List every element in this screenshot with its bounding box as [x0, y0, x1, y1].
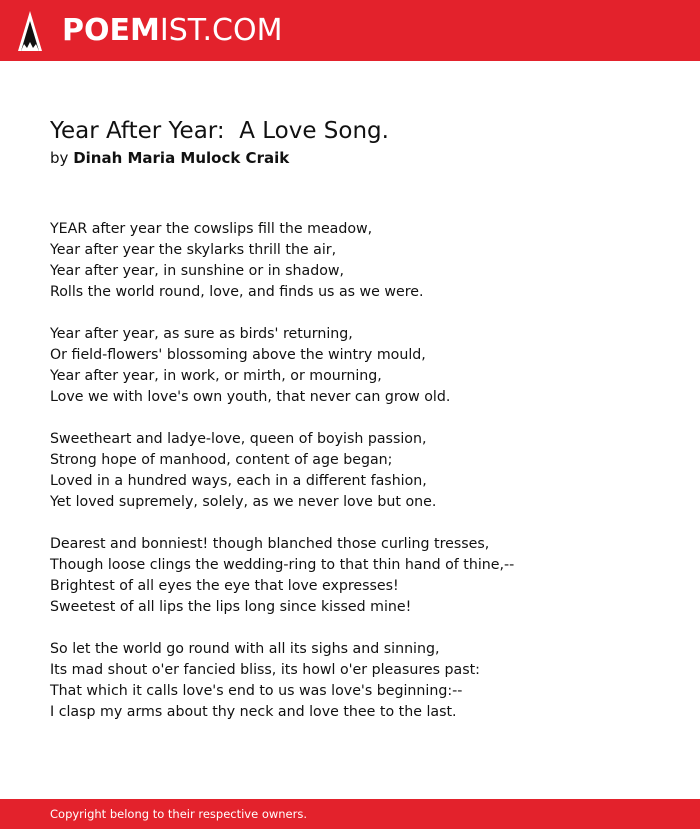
- poem-stanza-4: [50, 534, 670, 618]
- poem-line: Year after year, in work, or mirth, or mourning,: [50, 368, 382, 384]
- poem-line: Dearest and bonniest! though blanched those curling tresses,: [50, 536, 490, 552]
- logo-text-light: IST.COM: [159, 13, 283, 48]
- poem-line: Rolls the world round, love, and finds us as we were.: [50, 284, 424, 300]
- poem-stanza-1: [50, 219, 670, 303]
- poem-author: Dinah Maria Mulock Craik: [73, 149, 290, 167]
- poem-line: Brightest of all eyes the eye that love expresses!: [50, 578, 399, 594]
- poem-line: Though loose clings the wedding-ring to that thin hand of thine,--: [50, 557, 515, 573]
- poem-line: I clasp my arms about thy neck and love thee to the last.: [50, 704, 457, 720]
- poem-line: Yet loved supremely, solely, as we never love but one.: [50, 494, 437, 510]
- logo-text-bold: POEM: [62, 13, 160, 48]
- site-header: [0, 0, 700, 61]
- poem-line: Or field-flowers' blossoming above the wintry mould,: [50, 347, 426, 363]
- poem-stanza-3: [50, 429, 670, 513]
- poem-line: Its mad shout o'er fancied bliss, its howl o'er pleasures past:: [50, 662, 480, 678]
- poem-content: [50, 116, 670, 744]
- site-footer: [0, 799, 700, 829]
- site-logo-text: [62, 11, 282, 51]
- poem-line: YEAR after year the cowslips fill the meadow,: [50, 221, 373, 237]
- poem-stanza-5: [50, 639, 670, 723]
- site-logo-link[interactable]: [18, 11, 282, 51]
- poem-stanza-2: [50, 324, 670, 408]
- poem-line: So let the world go round with all its sighs and sinning,: [50, 641, 440, 657]
- poem-line: Year after year, in sunshine or in shadow,: [50, 263, 345, 279]
- poem-title: Year After Year: A Love Song.: [50, 118, 389, 144]
- pencil-tip-icon: [18, 11, 42, 51]
- poem-line: Year after year the skylarks thrill the air,: [50, 242, 337, 258]
- poem-byline: [50, 147, 670, 169]
- poem-body: [50, 219, 670, 723]
- copyright-notice: Copyright belong to their respective owners.: [50, 807, 308, 821]
- poem-line: That which it calls love's end to us was love's beginning:--: [50, 683, 463, 699]
- poem-line: Strong hope of manhood, content of age began;: [50, 452, 393, 468]
- poem-line: Year after year, as sure as birds' returning,: [50, 326, 353, 342]
- poem-line: Sweetest of all lips the lips long since kissed mine!: [50, 599, 412, 615]
- poem-line: Loved in a hundred ways, each in a different fashion,: [50, 473, 427, 489]
- by-label: by: [50, 149, 69, 167]
- poem-line: Sweetheart and ladye-love, queen of boyish passion,: [50, 431, 427, 447]
- poem-line: Love we with love's own youth, that never can grow old.: [50, 389, 451, 405]
